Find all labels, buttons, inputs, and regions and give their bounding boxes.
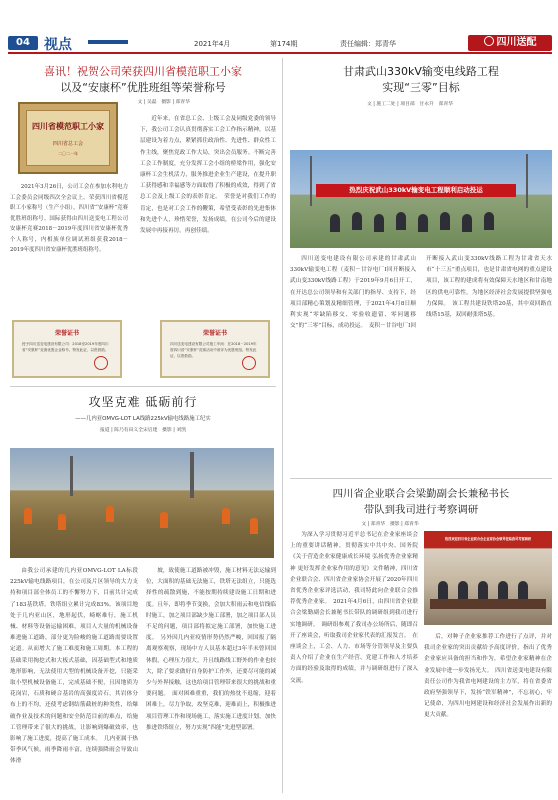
page-header: [8, 34, 552, 54]
celebration-banner: 热烈庆祝武山330kV输变电工程顺利启动投运: [316, 184, 516, 197]
article1-title: 喜讯！祝贺公司荣获四川省模范职工小家 以及“安康杯”优胜班组等荣誉称号: [44, 65, 242, 94]
section-divider: [290, 478, 552, 479]
seal-icon: [94, 356, 108, 370]
construction-site-photo: [10, 448, 274, 558]
section-bar: [88, 40, 128, 44]
article2-body-col1: 由我公司承建的几内亚OMVG-LOT LA标段225kV输电线路项目，在公司及片区领导的大力支持和项目部全体员工的不懈努力下，目前共计完成了183基铁塔。铁塔组立累计完成83%。该项目地处于几内亚山区，地形起伏，崎岖难行，施工机械、材料等设备运输困难，项目人大量的机械设备难进施工道路，部分更为险峻的施工道路需要设置定道。从而增大了施工难度和施工周期。本工程的基础采用掏挖式和大板式基础，因基础型式和地质地形影响，无法使用大型的机械设备开挖，只能采取小型机械设备施工，完成基础不便，且因地质为花岗岩，石质和硬合基岩的高强度岩石，其岩体分布上的不均，还使考虑钢结筋截桩的种类性，给爆破作业及技术的问题和安全防范目前的难点，给施工管理带来了很大的挑战，让影响到爆破效率，也影响了施工进度，提高了施工成本。 几内亚属于热带季风气候，雨季降雨丰富，连续强降雨会导致山体滑: [10, 568, 138, 765]
section-name: 视点: [44, 37, 72, 53]
column-divider: [282, 58, 283, 793]
article4-body-col1: 为深入学习贯彻习近平总书记在企业家座谈会上的重要讲话精神，贯彻落实中共中央、国务院《关于营造企业家健康成长环境 弘扬优秀企业家精神 更好发挥企业家作用的意见》文件精神，四川省企业联合会、四川省企业家协会开展了2020年四川省优秀企业家评选活动，我司特此向企业联合会推荐优秀企业家。 2021年4月6日，由四川省企业联合会梁勤副会长兼秘书长带队的调研组到我司进行实地调研。 调研组参观了我司办公场所后，随即召开了座谈会，听取我司企业家代表的汇报发言。 在座谈会上，工会、人力、市场等分管领导及主要负责人介绍了企业在生产经营、党建工作和人才培养方面的经验及取得的成绩，并与调研组进行了深入交流。: [290, 532, 418, 684]
article3-byline: 文 | 施工二处 | 项目部 甘永升 郑青华: [366, 102, 454, 107]
page-number: 04: [8, 36, 38, 50]
article3-body: 四川送变电建设有限公司承建的甘肃武山330kV输变电工程（麦积－甘谷电厂Ⅰ回开断接入武山变330kV线路工程）于2019年9月6日开工，在开达总公司领导和有关部门的指导、支持下，经项目部精心策划及精细管理，于2021年4月8日顺利实现“零缺陷移交、零验收遗留、零问题移交”的“三零”目标，成功投运。 麦积－甘谷电厂Ⅰ回开断接入武山变330kV线路工程为甘肃省天水市“十三五”重点项目，也是甘肃省电网的重点建设项目，该工程的建成将有效保障天水地区和甘南地区的供电可靠性，为地区经济社会发展提供坚强电力保障。 该工程共建设铁塔20基，其中双回路直线塔15基，双回耐张塔5基。: [290, 256, 552, 330]
issue-number: 第174期: [270, 40, 298, 48]
article3-title: 甘肃武山330kV输变电线路工程 实现“三零”目标: [343, 65, 499, 94]
article4-byline: 文 | 郑青华 摄影 | 郑青华: [361, 522, 419, 527]
meeting-banner: 热烈欢迎四川省企业联合会企业家协会领导莅临我司考察调研: [444, 537, 532, 541]
article2-byline: 报道 | 陈乃有田义全宋启建 摄影 | 刘凯: [99, 428, 187, 433]
editor: 责任编辑：郑青华: [340, 40, 396, 48]
certificate-image-1: 荣誉证书 授予四川送变电建设有限公司：2018至2019年度四川省“安康杯”竞赛优胜企业称号。特发此证，以资鼓励。: [12, 320, 122, 378]
meeting-photo: [424, 531, 552, 625]
certificate-image-2: 荣誉证书 四川送变电建设有限公司施工车间：在2018－2019年度四川省“安康杯”竞赛活动中被评为优胜班组。特发此证，以资鼓励。: [160, 320, 270, 378]
article1-body: 近年来，在省总工会、上级工会及同级党委的领导下，我公司工会认真贯彻落实工会工作指示精神，以基层建设为着力点，紧紧抓住政治性、先进性、群众性工作主线，聚焦党政工作大局，突出会员服务。不断完善工会工作制度，充分发挥工会小组的桥梁作用，强化安康杯工会生机活力，服务推进企业生产建设，在提升职工获得感和幸福感等方面取得了积极的成效，得到了省总工会及上级工会的表彰肯定。 荣誉是对我们工作的肯定，也是对工会工作的鞭策，希望受表彰的先进集体和先进个人，珍惜荣誉，发扬成绩，在公司今后的建设发展中再接再厉，再创佳绩。: [140, 116, 276, 235]
seal-icon: [242, 356, 256, 370]
article1-byline: 文 | 吴磊 摄影 | 郑青华: [137, 100, 190, 105]
newspaper-logo: 四川送配: [468, 35, 552, 51]
article2-body-col2: 坡，致使施工道路被冲毁，施工材料无法运输到位，大面积的基础无法施工，铁塔无法组立，只能选择性的疏散到施，不能按期持续建设施工日期和进度。且年，即将季节变换，会加大积雨云和电信线临时施工，加之项目部缺少施工部署，加之项目部人员不足的问题，项目部将拟定施工部署，加快施工进度。 另外因几内亚疫情形势仍然严峻，回国报了隔离观察观察，现场中方人员基本超过3年半未曾回国休假，心理压力很大。升且线路线工野外的作业也较大，除了要求做好自身防护工作外，还要尽可能的减少与外界接触，这也给项目管理带来很大的挑战和重要问题。 面对困难重重，我们的热忱不退缩，迎着困难上，尽力争取，攻坚克难，迎难而上，积极推进项目管理工作和现场施工，落实施工进度计划，加快推进铁塔组立，努力实现“四能”先进型部署。: [146, 568, 276, 731]
article2-title: 攻坚克难 砥砺前行: [88, 395, 198, 409]
section-divider: [10, 386, 276, 387]
logo-emblem-icon: [484, 36, 494, 46]
article4-title: 四川省企业联合会梁勤副会长兼秘书长 带队到我司进行考察调研: [332, 488, 510, 516]
award-plaque-image: 四川省模范职工小家 四川省总工会 二〇二一年: [18, 102, 118, 174]
article4-body-col2: 后，对种子企业家推荐工作进行了点评，并对我司企业家的突出贡献给予高度评价，指出了优秀企业家应具备的担当和作为，希望企业家精神在企业发展中进一步发扬光大。 四川省送变电建设有限责任公司作为我省电网建设的主力军，将在省委省政府坚强领导下，发扬“铁军精神”，不忘初心，牢记使命，为四川电网建设和经济社会发展作出新的更大贡献。: [424, 634, 552, 719]
article2-subtitle: ——几内亚OMVG-LOT LA线路225kV输电线路施工纪实: [75, 416, 211, 422]
substation-photo: [290, 150, 552, 248]
article1-caption: 2021年3月26日，公司工会在参加水利电力工会委员会同级四次全会议上，荣获四川省模范职工小家称号（生产小组），四川省“安康杯”竞赛优胜班组称号。国际获得由四川送变电工程公司安康杯竞赛2018－2019年度四川省安康杯优秀个人称号，内相族单位调试班组获我2018－2019年度四川省安康杯优胜班组称号。: [10, 184, 128, 253]
issue-date: 2021年4月: [194, 40, 231, 48]
